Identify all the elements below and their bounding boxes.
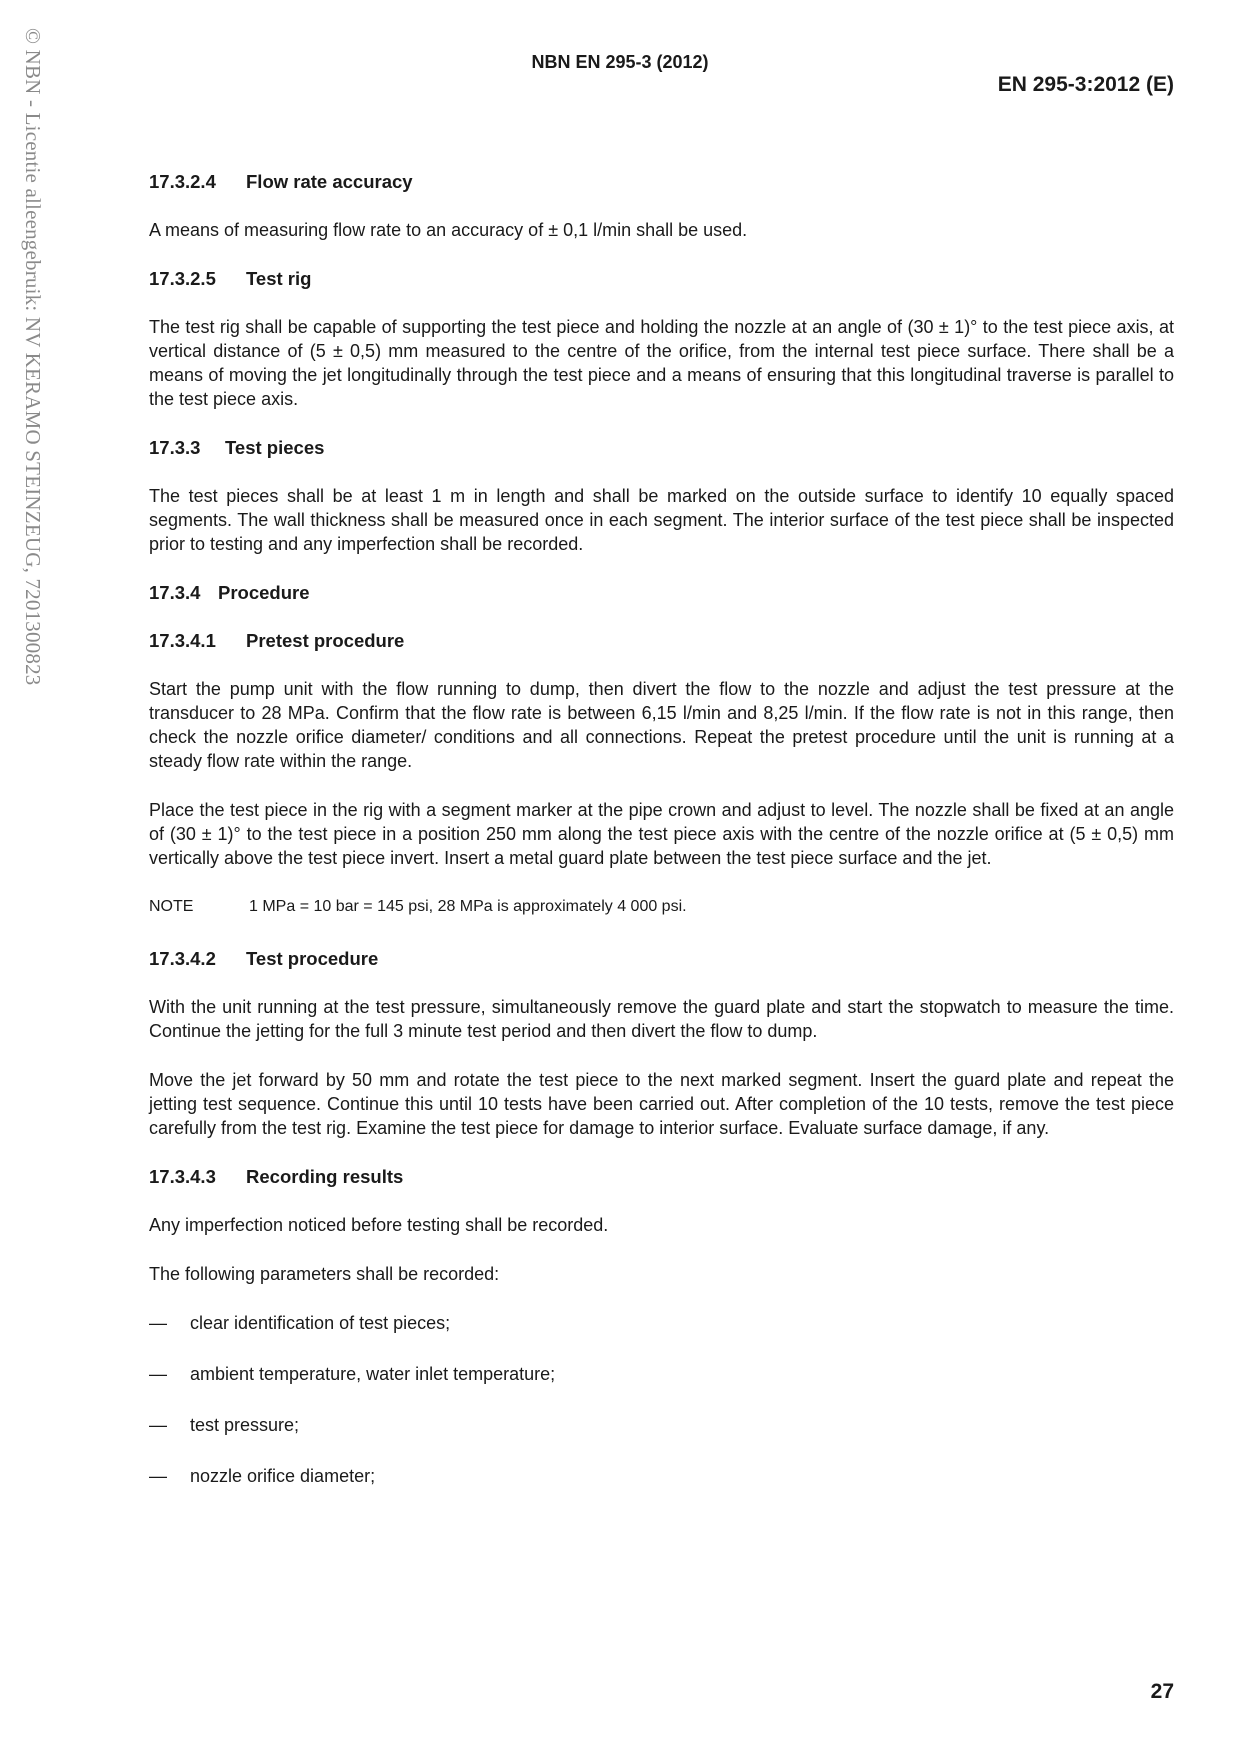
license-watermark: © NBN - Licentie alleengebruik: NV KERAMO STEINZEUG, 7201300823 [21,28,45,686]
paragraph: With the unit running at the test pressure, simultaneously remove the guard plate and start the stopwatch to measure the time. Continue the jetting for the full 3 minute test period and then divert the flow to dump. [149,997,1174,1041]
section-title: Test pieces [225,437,325,458]
dash-marker: — [149,1466,167,1486]
dash-marker: — [149,1415,167,1435]
section-number: 17.3.2.4 [149,171,216,192]
paragraph: The following parameters shall be recorded: [149,1264,500,1284]
list-item-text: nozzle orifice diameter; [190,1466,376,1486]
note-label: NOTE [149,898,194,915]
paragraph: A means of measuring flow rate to an accuracy of ± 0,1 l/min shall be used. [149,220,748,240]
section-title: Flow rate accuracy [246,171,413,192]
running-header-right: EN 295-3:2012 (E) [997,73,1174,96]
section-heading [149,436,1174,460]
note [149,895,1174,919]
paragraph: The test pieces shall be at least 1 m in length and shall be marked on the outside surface to identify 10 equally spaced segments. The wall thickness shall be measured once in each segment. The interior surface of the test piece shall be inspected prior to testing and any imperfection shall be recorded. [149,486,1174,554]
list-item [149,1464,1174,1488]
section-title: Test procedure [246,948,379,969]
dash-marker: — [149,1313,167,1333]
list-item-text: test pressure; [190,1415,300,1435]
paragraph: Move the jet forward by 50 mm and rotate the test piece to the next marked segment. Insert the guard plate and repeat the jetting test sequence. Continue this until 10 tests have been carried out. After completion of the 10 tests, remove the test piece carefully from the test rig. Examine the test piece for damage to interior surface. Evaluate surface damage, if any. [149,1070,1174,1138]
section-heading [149,267,1174,291]
paragraph: Start the pump unit with the flow running to dump, then divert the flow to the nozzle and adjust the test pressure at the transducer to 28 MPa. Confirm that the flow rate is between 6,15 l/min and 8,25 l/min. If the flow rate is not in this range, then check the nozzle orifice diameter/ conditions and all connections. Repeat the pretest procedure until the unit is running at a steady flow rate within the range. [149,679,1174,771]
section-title: Pretest procedure [246,630,405,651]
section-heading [149,170,1174,194]
list-item-text: clear identification of test pieces; [190,1313,451,1333]
section-heading [149,1165,1174,1189]
section-number: 17.3.4.2 [149,948,216,969]
list-item [149,1311,1174,1335]
section-number: 17.3.3 [149,437,201,458]
section-number: 17.3.2.5 [149,268,216,289]
section-heading [149,947,1174,971]
section-number: 17.3.4.1 [149,630,216,651]
note-text: 1 MPa = 10 bar = 145 psi, 28 MPa is approximately 4 000 psi. [249,898,687,915]
page-body [149,170,1174,1515]
section-number: 17.3.4 [149,582,201,603]
paragraph: The test rig shall be capable of supporting the test piece and holding the nozzle at an angle of (30 ± 1)° to the test piece axis, at vertical distance of (5 ± 0,5) mm measured to the centre of the orifice, from the internal test piece surface. There shall be a means of moving the jet longitudinally through the test piece and a means of ensuring that this longitudinal traverse is parallel to the test piece axis. [149,317,1174,409]
section-title: Test rig [246,268,312,289]
list-item [149,1362,1174,1386]
page-number: 27 [1150,1680,1174,1703]
list-item [149,1413,1174,1437]
section-number: 17.3.4.3 [149,1166,216,1187]
list-item-text: ambient temperature, water inlet temperature; [190,1364,556,1384]
paragraph: Place the test piece in the rig with a segment marker at the pipe crown and adjust to level. The nozzle shall be fixed at an angle of (30 ± 1)° to the test piece in a position 250 mm along the test piece axis with the centre of the nozzle orifice at (5 ± 0,5) mm vertically above the test piece invert. Insert a metal guard plate between the test piece surface and the jet. [149,800,1174,868]
section-title: Procedure [218,582,310,603]
section-heading [149,581,1174,605]
section-heading [149,629,1174,653]
paragraph: Any imperfection noticed before testing shall be recorded. [149,1215,609,1235]
running-header-center: NBN EN 295-3 (2012) [531,52,709,72]
dash-marker: — [149,1364,167,1384]
section-title: Recording results [246,1166,404,1187]
